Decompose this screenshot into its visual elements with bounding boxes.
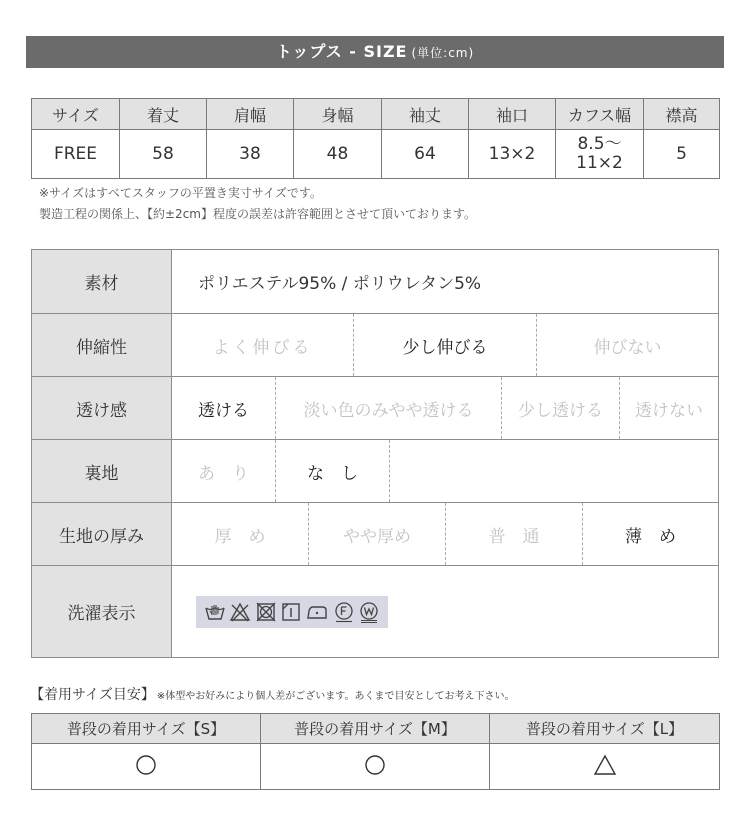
stretch-option-slight: 少し伸びる	[354, 314, 537, 376]
header-width: 身幅	[294, 99, 382, 130]
fit-guide-heading: 【着用サイズ目安】	[30, 687, 155, 703]
cell-cuff-width: 8.5〜 11×2	[556, 130, 644, 179]
fit-guide-title	[30, 684, 514, 704]
care-symbols	[196, 596, 388, 628]
spec-row-sheer	[32, 376, 718, 439]
cell-width: 48	[294, 130, 382, 179]
dry-clean-f-icon	[333, 601, 355, 623]
size-table-row	[32, 130, 720, 179]
no-tumble-dry-icon	[255, 602, 277, 622]
header-size: サイズ	[32, 99, 120, 130]
circle-mark-icon	[364, 754, 386, 776]
sheer-option-sheer: 透ける	[172, 377, 276, 439]
spec-label-thickness: 生地の厚み	[32, 503, 172, 565]
line-dry-shade-icon	[280, 602, 302, 622]
thickness-option-normal: 普 通	[446, 503, 583, 565]
stretch-option-none: 伸びない	[593, 337, 662, 358]
cell-shoulder: 38	[207, 130, 294, 179]
thickness-option-slightly-thick: やや厚め	[309, 503, 446, 565]
lining-blank	[390, 440, 718, 502]
thickness-option-thick: 厚 め	[172, 503, 309, 565]
low-iron-icon	[305, 602, 329, 622]
spec-row-care	[32, 565, 718, 657]
spec-row-material	[32, 250, 718, 313]
wet-clean-w-icon	[358, 601, 380, 623]
spec-label-care: 洗濯表示	[32, 566, 172, 657]
banner-title: トップス - SIZE	[275, 42, 408, 61]
no-bleach-icon	[229, 602, 251, 622]
header-cuff-width: カフス幅	[556, 99, 644, 130]
header-collar-height: 襟高	[644, 99, 720, 130]
cell-cuff-opening: 13×2	[469, 130, 556, 179]
spec-row-stretch	[32, 313, 718, 376]
sheer-option-light-colors: 淡い色のみやや透ける	[276, 377, 502, 439]
fit-table-header-row	[32, 714, 720, 744]
spec-label-stretch: 伸縮性	[32, 314, 172, 376]
cell-length: 58	[120, 130, 207, 179]
fit-mark-s	[32, 744, 261, 790]
lining-option-no: な し	[276, 440, 390, 502]
fit-table	[31, 713, 720, 790]
size-note-2: 製造工程の関係上、【約±2cm】程度の誤差は許容範囲とさせて頂いております。	[39, 207, 477, 221]
header-sleeve: 袖丈	[382, 99, 469, 130]
stretch-option-high: よく伸びる	[172, 314, 354, 376]
lining-option-yes: あ り	[172, 440, 276, 502]
cell-collar-height: 5	[644, 130, 720, 179]
spec-table	[31, 249, 719, 658]
hand-wash-icon	[204, 602, 226, 622]
fit-mark-l	[490, 744, 720, 790]
spec-row-thickness	[32, 502, 718, 565]
fit-guide-note: ※体型やお好みにより個人差がございます。あくまで目安としてお考え下さい。	[156, 691, 515, 702]
material-value: ポリエステル95% / ポリウレタン5%	[198, 274, 482, 294]
size-table-header-row	[32, 99, 720, 130]
header-cuff-opening: 袖口	[469, 99, 556, 130]
fit-header-s: 普段の着用サイズ【S】	[32, 714, 261, 744]
header-shoulder: 肩幅	[207, 99, 294, 130]
spec-label-sheer: 透け感	[32, 377, 172, 439]
sheer-option-slight: 少し透ける	[502, 377, 620, 439]
size-banner	[26, 36, 724, 68]
spec-row-lining	[32, 439, 718, 502]
fit-header-m: 普段の着用サイズ【M】	[261, 714, 490, 744]
thickness-option-thin: 薄 め	[625, 526, 676, 547]
fit-header-l: 普段の着用サイズ【L】	[490, 714, 720, 744]
banner-unit: (単位:cm)	[411, 46, 475, 60]
size-note-1: ※サイズはすべてスタッフの平置き実寸サイズです。	[39, 186, 322, 200]
spec-label-lining: 裏地	[32, 440, 172, 502]
sheer-option-none: 透けない	[635, 400, 703, 421]
cell-sleeve: 64	[382, 130, 469, 179]
fit-mark-m	[261, 744, 490, 790]
header-length: 着丈	[120, 99, 207, 130]
circle-mark-icon	[135, 754, 157, 776]
spec-label-material: 素材	[32, 250, 172, 313]
triangle-mark-icon	[593, 754, 617, 776]
size-table	[31, 98, 720, 179]
fit-table-row	[32, 744, 720, 790]
cell-size: FREE	[32, 130, 120, 179]
